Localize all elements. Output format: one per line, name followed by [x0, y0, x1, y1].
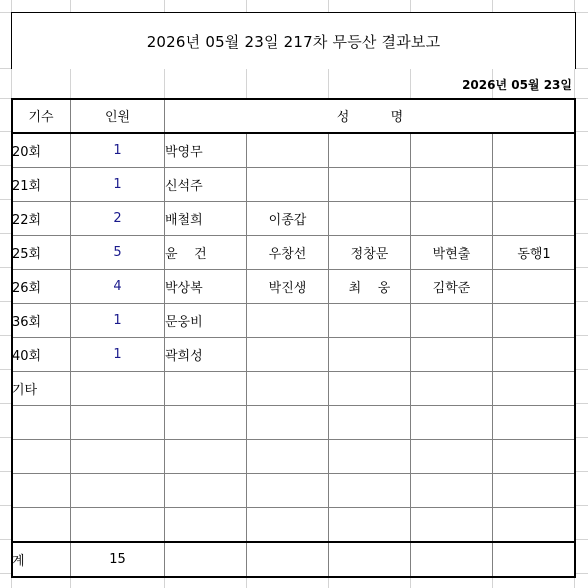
- name-cell[interactable]: [493, 304, 576, 338]
- header-names[interactable]: 성 명: [165, 99, 576, 134]
- name-cell[interactable]: [329, 304, 411, 338]
- table-row: [12, 338, 576, 372]
- name-cell[interactable]: [247, 338, 329, 372]
- table-row: [12, 440, 576, 474]
- name-cell[interactable]: [493, 474, 576, 508]
- name-cell[interactable]: 윤 건: [165, 236, 247, 270]
- header-generation[interactable]: 기수: [12, 99, 71, 134]
- name-cell[interactable]: 김학준: [411, 270, 493, 304]
- report-title: 2026년 05월 23일 217차 무등산 결과보고: [146, 33, 441, 51]
- name-cell[interactable]: [247, 133, 329, 168]
- name-cell[interactable]: 박영무: [165, 133, 247, 168]
- name-cell[interactable]: [411, 406, 493, 440]
- name-cell[interactable]: [493, 406, 576, 440]
- name-cell[interactable]: [329, 508, 411, 543]
- table-row: [12, 270, 576, 304]
- header-row: [12, 99, 576, 134]
- name-cell[interactable]: [493, 440, 576, 474]
- table-row: [12, 133, 576, 168]
- name-cell[interactable]: [493, 508, 576, 543]
- table-row: [12, 304, 576, 338]
- name-cell[interactable]: [411, 133, 493, 168]
- total-count[interactable]: 15: [71, 542, 165, 577]
- name-cell[interactable]: [247, 440, 329, 474]
- count-cell[interactable]: 2: [71, 202, 165, 236]
- title-box: [11, 12, 576, 69]
- name-cell[interactable]: [329, 474, 411, 508]
- name-cell[interactable]: [247, 168, 329, 202]
- name-cell[interactable]: [329, 406, 411, 440]
- name-cell[interactable]: [329, 440, 411, 474]
- total-row: [12, 542, 576, 577]
- report-date: 2026년 05월 23일: [462, 78, 572, 92]
- name-cell[interactable]: 박진생: [247, 270, 329, 304]
- name-cell[interactable]: [247, 304, 329, 338]
- name-cell[interactable]: [247, 508, 329, 543]
- generation-cell[interactable]: 25회: [12, 236, 71, 270]
- name-cell[interactable]: [165, 406, 247, 440]
- name-cell[interactable]: [411, 202, 493, 236]
- name-cell[interactable]: [165, 372, 247, 406]
- count-cell[interactable]: [71, 440, 165, 474]
- header-count[interactable]: 인원: [71, 99, 165, 134]
- total-label[interactable]: 계: [12, 542, 71, 577]
- name-cell[interactable]: [493, 372, 576, 406]
- generation-cell[interactable]: [12, 440, 71, 474]
- name-cell[interactable]: [493, 168, 576, 202]
- name-cell[interactable]: [411, 372, 493, 406]
- name-cell[interactable]: 신석주: [165, 168, 247, 202]
- generation-cell[interactable]: 36회: [12, 304, 71, 338]
- generation-cell[interactable]: 기타: [12, 372, 71, 406]
- name-cell[interactable]: [493, 338, 576, 372]
- name-cell[interactable]: 정창문: [329, 236, 411, 270]
- generation-cell[interactable]: 40회: [12, 338, 71, 372]
- total-empty-cell[interactable]: [247, 542, 329, 577]
- table-row: [12, 474, 576, 508]
- total-empty-cell[interactable]: [411, 542, 493, 577]
- name-cell[interactable]: 이종갑: [247, 202, 329, 236]
- count-cell[interactable]: [71, 508, 165, 543]
- name-cell[interactable]: [329, 168, 411, 202]
- count-cell[interactable]: 5: [71, 236, 165, 270]
- count-cell[interactable]: 1: [71, 304, 165, 338]
- name-cell[interactable]: 최 웅: [329, 270, 411, 304]
- name-cell[interactable]: [247, 474, 329, 508]
- count-cell[interactable]: 1: [71, 168, 165, 202]
- total-empty-cell[interactable]: [165, 542, 247, 577]
- table-row: [12, 372, 576, 406]
- generation-cell[interactable]: 26회: [12, 270, 71, 304]
- name-cell[interactable]: [411, 338, 493, 372]
- name-cell[interactable]: [165, 474, 247, 508]
- count-cell[interactable]: [71, 406, 165, 440]
- count-cell[interactable]: 4: [71, 270, 165, 304]
- name-cell[interactable]: [493, 133, 576, 168]
- generation-cell[interactable]: [12, 406, 71, 440]
- generation-cell[interactable]: [12, 474, 71, 508]
- name-cell[interactable]: [493, 202, 576, 236]
- name-cell[interactable]: [247, 372, 329, 406]
- total-empty-cell[interactable]: [329, 542, 411, 577]
- table-row: [12, 168, 576, 202]
- name-cell[interactable]: 동행1: [493, 236, 576, 270]
- generation-cell[interactable]: 21회: [12, 168, 71, 202]
- name-cell[interactable]: [493, 270, 576, 304]
- count-cell[interactable]: [71, 474, 165, 508]
- count-cell[interactable]: 1: [71, 133, 165, 168]
- table-row: [12, 406, 576, 440]
- name-cell[interactable]: 배철희: [165, 202, 247, 236]
- count-cell[interactable]: 1: [71, 338, 165, 372]
- name-cell[interactable]: [411, 508, 493, 543]
- name-cell[interactable]: [165, 440, 247, 474]
- name-cell[interactable]: 곽희성: [165, 338, 247, 372]
- name-cell[interactable]: [329, 338, 411, 372]
- name-cell[interactable]: [329, 202, 411, 236]
- table-row: [12, 508, 576, 543]
- name-cell[interactable]: [411, 474, 493, 508]
- total-empty-cell[interactable]: [493, 542, 576, 577]
- name-cell[interactable]: 박현출: [411, 236, 493, 270]
- name-cell[interactable]: [165, 508, 247, 543]
- generation-cell[interactable]: 20회: [12, 133, 71, 168]
- name-cell[interactable]: [329, 133, 411, 168]
- name-cell[interactable]: 문웅비: [165, 304, 247, 338]
- name-cell[interactable]: 우창선: [247, 236, 329, 270]
- name-cell[interactable]: [411, 440, 493, 474]
- name-cell[interactable]: [247, 406, 329, 440]
- table-row: [12, 236, 576, 270]
- name-cell[interactable]: [411, 168, 493, 202]
- name-cell[interactable]: 박상복: [165, 270, 247, 304]
- generation-cell[interactable]: [12, 508, 71, 543]
- name-cell[interactable]: [329, 372, 411, 406]
- table-row: [12, 202, 576, 236]
- generation-cell[interactable]: 22회: [12, 202, 71, 236]
- name-cell[interactable]: [411, 304, 493, 338]
- count-cell[interactable]: [71, 372, 165, 406]
- report-table: [11, 98, 576, 577]
